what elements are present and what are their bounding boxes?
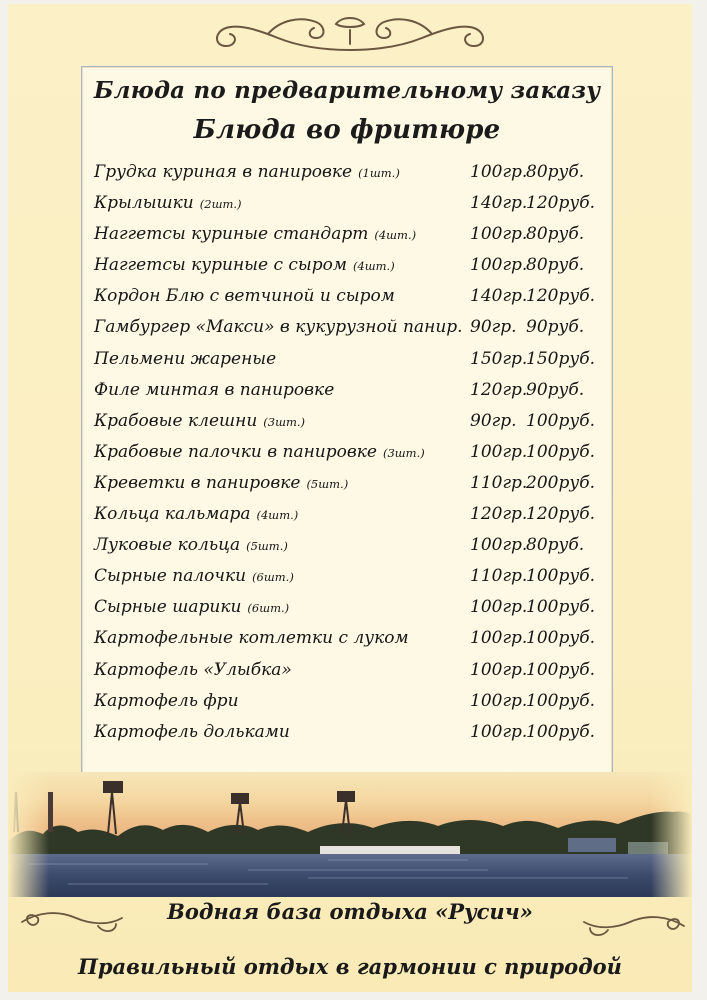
menu-item <box>94 566 604 597</box>
dish-price: 90руб. <box>526 317 585 338</box>
menu-item <box>94 380 604 411</box>
section-title: Блюда во фритюре <box>193 115 501 145</box>
menu-item <box>94 722 604 753</box>
menu-item-name <box>94 691 245 711</box>
dish-name: Кольца кальмара <box>94 504 251 525</box>
menu-item-name <box>94 566 294 586</box>
dish-price: 100руб. <box>526 690 595 711</box>
dish-weight: 110гр. <box>470 472 528 493</box>
dish-name: Луковые кольца <box>94 535 241 556</box>
page-title: Блюда по предварительному заказу <box>93 77 601 104</box>
dish-weight: 120гр. <box>470 504 528 525</box>
menu-item <box>94 162 604 193</box>
dish-weight: 150гр. <box>470 348 528 369</box>
dish-weight: 100гр. <box>470 597 528 618</box>
dish-weight: 140гр. <box>470 286 528 307</box>
dish-price: 100руб. <box>526 659 595 680</box>
dish-weight: 100гр. <box>470 162 528 182</box>
dish-price: 80руб. <box>526 255 585 276</box>
dish-name: Грудка куриная в панировке <box>94 162 353 182</box>
dish-name: Креветки в панировке <box>94 472 301 493</box>
dish-price: 100руб. <box>526 597 595 618</box>
menu-item-name <box>94 193 242 213</box>
dish-price: 100руб. <box>526 721 595 742</box>
dish-price: 100руб. <box>526 628 595 649</box>
menu-item-name <box>94 411 305 431</box>
dish-weight: 140гр. <box>470 193 528 214</box>
dish-weight: 120гр. <box>470 379 528 400</box>
dish-name: Гамбургер «Макси» в кукурузной панир. <box>94 317 463 338</box>
dish-quantity: (4шт.) <box>374 228 417 243</box>
menu-item-name <box>94 722 296 742</box>
menu-item-name <box>94 162 400 182</box>
dish-weight: 100гр. <box>470 224 528 245</box>
dish-weight: 100гр. <box>470 535 528 556</box>
menu-item-name <box>94 473 348 493</box>
dish-quantity: (3шт.) <box>263 414 306 429</box>
dish-quantity: (3шт.) <box>382 445 425 460</box>
menu-item <box>94 660 604 691</box>
dish-price: 80руб. <box>526 224 585 245</box>
top-ornament-flourish <box>208 12 492 56</box>
dish-quantity: (5шт.) <box>306 476 349 491</box>
dish-name: Картофель «Улыбка» <box>94 659 292 680</box>
menu-item <box>94 691 604 722</box>
menu-item-name <box>94 535 288 555</box>
menu-item-name <box>94 442 425 462</box>
dish-quantity: (4шт.) <box>256 508 299 523</box>
dish-price: 150руб. <box>526 348 595 369</box>
menu-item-name <box>94 224 416 244</box>
dish-name: Картофель дольками <box>94 721 290 742</box>
menu-item-name <box>94 504 298 524</box>
dish-price: 120руб. <box>526 504 595 525</box>
menu-item-name <box>94 255 395 275</box>
dish-weight: 100гр. <box>470 690 528 711</box>
menu-items-list <box>94 162 604 753</box>
menu-item <box>94 255 604 286</box>
dish-weight: 100гр. <box>470 628 528 649</box>
dish-name: Филе минтая в панировке <box>94 379 335 400</box>
menu-item-name <box>94 380 340 400</box>
dish-weight: 100гр. <box>470 255 528 276</box>
dish-quantity: (1шт.) <box>358 166 400 180</box>
dish-name: Крабовые клешни <box>94 410 258 431</box>
dish-name: Наггетсы куриные стандарт <box>94 224 369 245</box>
dish-quantity: (5шт.) <box>246 539 288 554</box>
dish-weight: 100гр. <box>470 721 528 742</box>
dish-price: 200руб. <box>526 472 595 493</box>
menu-item <box>94 535 604 566</box>
menu-item-name <box>94 628 415 648</box>
dish-name: Крабовые палочки в панировке <box>94 441 377 462</box>
menu-item <box>94 442 604 473</box>
menu-item-name <box>94 286 401 306</box>
dish-weight: 90гр. <box>470 410 517 431</box>
menu-item <box>94 411 604 442</box>
menu-item <box>94 504 604 535</box>
venue-slogan: Правильный отдых в гармонии с природой <box>78 954 622 979</box>
lake-sunset-photo <box>8 772 692 897</box>
menu-page <box>8 4 692 992</box>
dish-weight: 110гр. <box>470 566 528 587</box>
venue-name: Водная база отдыха «Русич» <box>167 899 533 924</box>
menu-item <box>94 597 604 628</box>
dish-quantity: (6шт.) <box>252 570 294 585</box>
dish-price: 100руб. <box>526 566 595 587</box>
dish-price: 80руб. <box>526 162 585 182</box>
menu-item <box>94 473 604 504</box>
menu-item-name <box>94 597 289 617</box>
menu-item <box>94 628 604 659</box>
dish-name: Кордон Блю с ветчиной и сыром <box>94 286 395 307</box>
dish-name: Пельмени жареные <box>94 348 277 369</box>
dish-quantity: (4шт.) <box>352 259 395 274</box>
menu-item <box>94 224 604 255</box>
menu-panel <box>81 66 613 778</box>
dish-name: Наггетсы куриные с сыром <box>94 255 347 276</box>
menu-item-name <box>94 317 469 337</box>
dish-quantity: (2шт.) <box>199 197 242 212</box>
dish-price: 90руб. <box>526 379 585 400</box>
menu-item <box>94 349 604 380</box>
dish-name: Картофельные котлетки с луком <box>94 628 409 649</box>
dish-name: Сырные шарики <box>94 597 242 618</box>
dish-weight: 100гр. <box>470 659 528 680</box>
menu-item <box>94 317 604 348</box>
dish-price: 100руб. <box>526 441 595 462</box>
menu-item <box>94 286 604 317</box>
dish-name: Крылышки <box>94 193 194 214</box>
menu-item-name <box>94 660 298 680</box>
dish-weight: 100гр. <box>470 441 528 462</box>
dish-quantity: (6шт.) <box>247 601 290 616</box>
dish-name: Картофель фри <box>94 690 239 711</box>
dish-name: Сырные палочки <box>94 566 247 587</box>
menu-item-name <box>94 349 282 369</box>
dish-price: 120руб. <box>526 193 595 214</box>
dish-price: 100руб. <box>526 410 595 431</box>
dish-price: 120руб. <box>526 286 595 307</box>
menu-item <box>94 193 604 224</box>
dish-weight: 90гр. <box>470 317 517 338</box>
dish-price: 80руб. <box>526 535 585 556</box>
